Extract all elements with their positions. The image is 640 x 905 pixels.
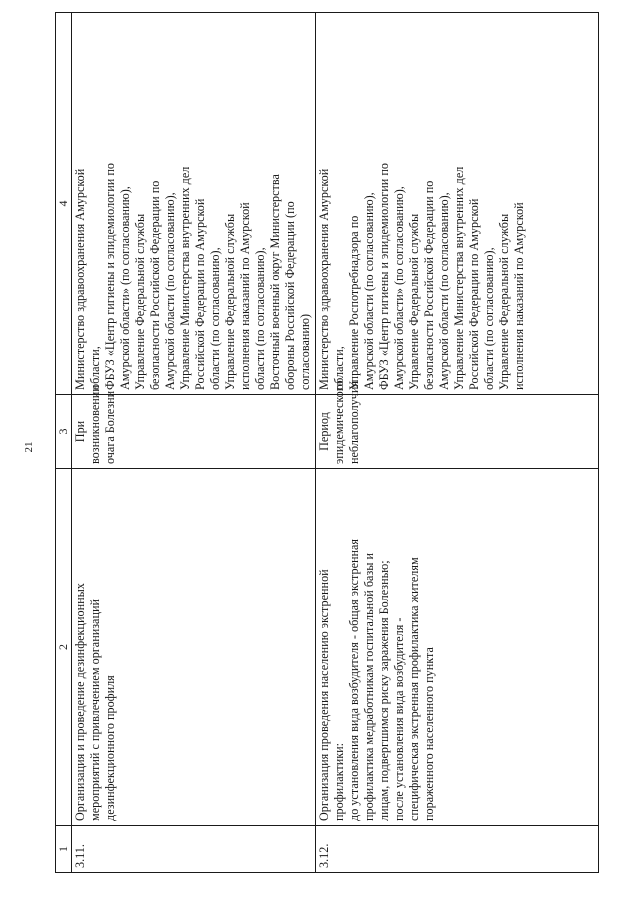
cell-text-line: лицам, подвергшимся риску заражения Болезнью; bbox=[377, 560, 391, 821]
cell-text-line: Период bbox=[317, 412, 331, 451]
cell-text-line: Министерство здравоохранения Амурской bbox=[73, 168, 87, 390]
cell-text-line: При bbox=[73, 420, 87, 443]
table-header-row bbox=[56, 13, 72, 873]
cell-text-line: Организация и проведение дезинфекционных bbox=[73, 583, 87, 821]
column-header: 4 bbox=[56, 13, 72, 395]
cell-text-line: Российской Федерации по Амурской bbox=[467, 198, 481, 390]
cell-text-line: Управление Федеральной службы bbox=[407, 213, 421, 390]
timing-cell bbox=[316, 380, 599, 469]
table-row bbox=[316, 13, 599, 873]
row-number: 3.11. bbox=[73, 844, 87, 868]
timing-cell bbox=[72, 385, 316, 469]
page-number: 21 bbox=[23, 441, 35, 453]
cell-text-line: обороны Российской Федерации (по bbox=[283, 201, 297, 390]
cell-text-line: области (по согласованию), bbox=[208, 247, 222, 390]
cell-text-line: исполнения наказаний по Амурской bbox=[512, 202, 526, 390]
cell-text-line: Управление Федеральной службы bbox=[133, 213, 147, 390]
responsible-cell bbox=[316, 13, 599, 395]
cell-text-line: неблагополучия bbox=[347, 381, 361, 464]
cell-text-line: возникновении bbox=[88, 385, 102, 464]
column-header: 3 bbox=[56, 395, 72, 469]
column-header: 2 bbox=[56, 469, 72, 826]
cell-text-line: безопасности Российской Федерации по bbox=[148, 180, 162, 390]
cell-text-line: Амурской области» (по согласованию), bbox=[392, 186, 406, 390]
cell-text-line: Министерство здравоохранения Амурской bbox=[317, 168, 331, 390]
row-number: 3.12. bbox=[317, 843, 331, 868]
cell-text-line: Управление Министерства внутренних дел bbox=[178, 166, 192, 390]
cell-text-line: после установления вида возбудителя - bbox=[392, 617, 406, 821]
cell-text-line: Амурской области (по согласованию), bbox=[163, 192, 177, 390]
column-header: 1 bbox=[56, 826, 72, 873]
cell-text-line: дезинфекционного профиля bbox=[103, 675, 117, 821]
cell-text-line: Управление Роспотребнадзора по bbox=[347, 215, 361, 390]
cell-text-line: Российской Федерации по Амурской bbox=[193, 198, 207, 390]
cell-text-line: Управление Федеральной службы bbox=[497, 213, 511, 390]
cell-text-line: Организация проведения населению экстренной bbox=[317, 569, 331, 821]
cell-text-line: ФБУЗ «Центр гигиены и эпидемиологии по bbox=[377, 163, 391, 390]
cell-text-line: Амурской области» (по согласованию), bbox=[118, 186, 132, 390]
cell-text-line: ФБУЗ «Центр гигиены и эпидемиологии по bbox=[103, 163, 117, 390]
measure-cell bbox=[316, 469, 599, 826]
responsible-cell bbox=[72, 13, 316, 395]
table-row bbox=[72, 13, 316, 873]
cell-text-line: области, bbox=[332, 346, 346, 390]
cell-text-line: до установления вида возбудителя - общая экстренная bbox=[347, 538, 361, 821]
cell-text-line: Амурской области (по согласованию), bbox=[437, 192, 451, 390]
measures-table bbox=[55, 12, 599, 873]
cell-text-line: профилактики: bbox=[332, 742, 346, 821]
cell-text-line: области (по согласованию), bbox=[482, 247, 496, 390]
cell-text-line: специфическая экстренная профилактика жителям bbox=[407, 557, 421, 821]
cell-text-line: исполнения наказаний по Амурской bbox=[238, 202, 252, 390]
cell-text-line: очага Болезни bbox=[103, 390, 117, 464]
cell-text-line: пораженного населенного пункта bbox=[422, 647, 436, 821]
cell-text-line: области, bbox=[88, 346, 102, 390]
cell-text-line: области (по согласованию), bbox=[253, 247, 267, 390]
measure-cell bbox=[72, 469, 316, 826]
cell-text-line: Восточный военный округ Министерства bbox=[268, 174, 282, 390]
cell-text-line: профилактика медработникам госпитальной базы и bbox=[362, 552, 376, 821]
cell-text-line: мероприятий с привлечением организаций bbox=[88, 598, 102, 821]
cell-text-line: Управление Федеральной службы bbox=[223, 213, 237, 390]
rotated-page-content bbox=[55, 13, 599, 873]
row-number-cell bbox=[316, 826, 599, 873]
row-number-cell bbox=[72, 826, 316, 873]
cell-text-line: эпидемического bbox=[332, 380, 346, 464]
cell-text-line: Амурской области (по согласованию), bbox=[362, 192, 376, 390]
cell-text-line: согласованию) bbox=[298, 313, 312, 390]
cell-text-line: безопасности Российской Федерации по bbox=[422, 180, 436, 390]
cell-text-line: Управление Министерства внутренних дел bbox=[452, 166, 466, 390]
